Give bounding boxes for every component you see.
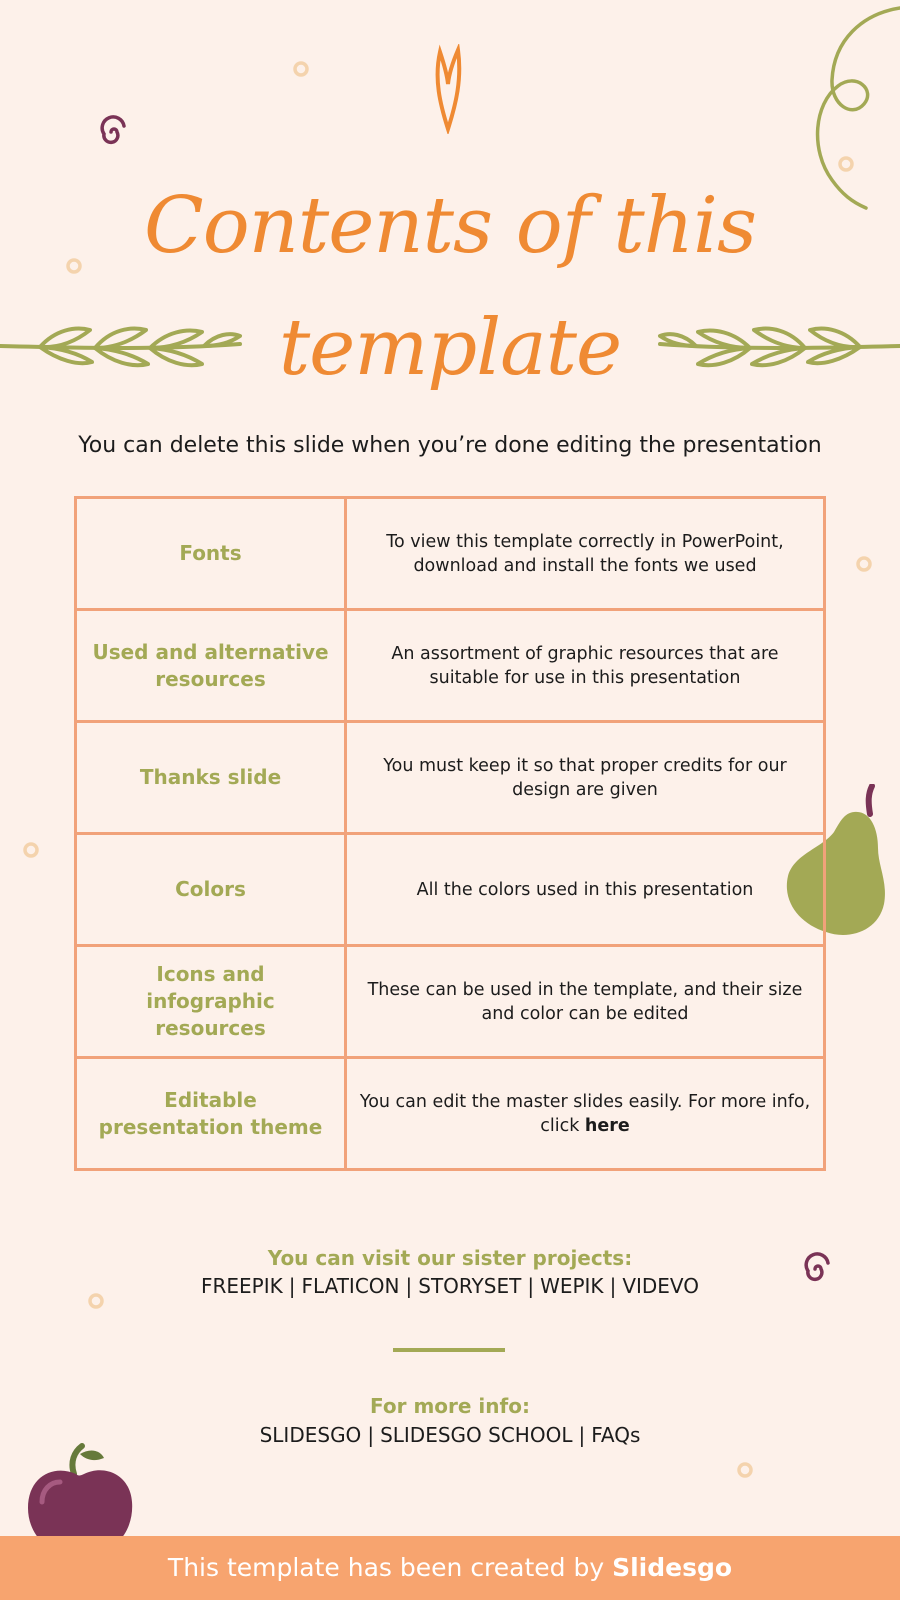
table-row bbox=[76, 610, 825, 722]
row-description-text: You must keep it so that proper credits for our design are given bbox=[383, 755, 787, 800]
link-separator: | bbox=[288, 1274, 296, 1298]
row-label: Thanks slide bbox=[76, 722, 346, 834]
project-link[interactable]: FAQs bbox=[591, 1423, 641, 1447]
swirl-icon bbox=[92, 110, 136, 154]
more-info-title: For more info: bbox=[370, 1394, 530, 1418]
row-label: Icons and infographic resources bbox=[76, 946, 346, 1058]
project-link[interactable]: FREEPIK bbox=[200, 1274, 283, 1298]
contents-table bbox=[74, 496, 826, 1171]
row-label: Fonts bbox=[76, 498, 346, 610]
project-link[interactable]: STORYSET bbox=[418, 1274, 522, 1298]
more-info-links bbox=[0, 1423, 900, 1447]
sister-projects-title: You can visit our sister projects: bbox=[267, 1246, 633, 1270]
ring-icon bbox=[292, 60, 310, 78]
project-link[interactable]: FLATICON bbox=[301, 1274, 400, 1298]
sister-projects-links bbox=[0, 1274, 900, 1298]
link-separator: | bbox=[405, 1274, 413, 1298]
row-description bbox=[346, 498, 825, 610]
footer-brand-link[interactable]: Slidesgo bbox=[612, 1553, 733, 1582]
row-description bbox=[346, 834, 825, 946]
link-separator: | bbox=[367, 1423, 375, 1447]
row-description bbox=[346, 722, 825, 834]
page-title bbox=[0, 165, 900, 409]
divider bbox=[393, 1348, 505, 1352]
project-link[interactable]: SLIDESGO bbox=[259, 1423, 362, 1447]
project-link[interactable]: WEPIK bbox=[540, 1274, 604, 1298]
row-description-text: To view this template correctly in PowerPoint, download and install the fonts we used bbox=[386, 531, 784, 576]
leaf-icon bbox=[430, 44, 466, 134]
link-separator: | bbox=[527, 1274, 535, 1298]
row-description-text: You can edit the master slides easily. For more info, click bbox=[359, 1091, 811, 1136]
ring-icon bbox=[736, 1461, 754, 1479]
row-description bbox=[346, 1058, 825, 1170]
row-label: Editable presentation theme bbox=[76, 1058, 346, 1170]
title-line-2: template bbox=[278, 303, 622, 393]
here-link[interactable]: here bbox=[584, 1115, 630, 1136]
link-separator: | bbox=[609, 1274, 617, 1298]
table-row bbox=[76, 946, 825, 1058]
project-link[interactable]: SLIDESGO SCHOOL bbox=[380, 1423, 573, 1447]
table-row bbox=[76, 498, 825, 610]
footer-text: This template has been created by bbox=[167, 1553, 613, 1582]
row-description bbox=[346, 610, 825, 722]
subtitle: You can delete this slide when you’re done editing the presentation bbox=[78, 433, 822, 458]
row-label: Colors bbox=[76, 834, 346, 946]
row-description-text: All the colors used in this presentation bbox=[416, 879, 754, 900]
table-row bbox=[76, 834, 825, 946]
table-row bbox=[76, 1058, 825, 1170]
project-link[interactable]: VIDEVO bbox=[622, 1274, 700, 1298]
row-description bbox=[346, 946, 825, 1058]
title-line-1: Contents of this bbox=[144, 181, 756, 271]
row-description-text: These can be used in the template, and their size and color can be edited bbox=[367, 979, 803, 1024]
footer-banner bbox=[0, 1536, 900, 1600]
row-description-text: An assortment of graphic resources that are suitable for use in this presentation bbox=[391, 643, 779, 688]
table-row bbox=[76, 722, 825, 834]
ring-icon bbox=[855, 555, 873, 573]
ring-icon bbox=[22, 841, 40, 859]
link-separator: | bbox=[578, 1423, 586, 1447]
row-label: Used and alternative resources bbox=[76, 610, 346, 722]
